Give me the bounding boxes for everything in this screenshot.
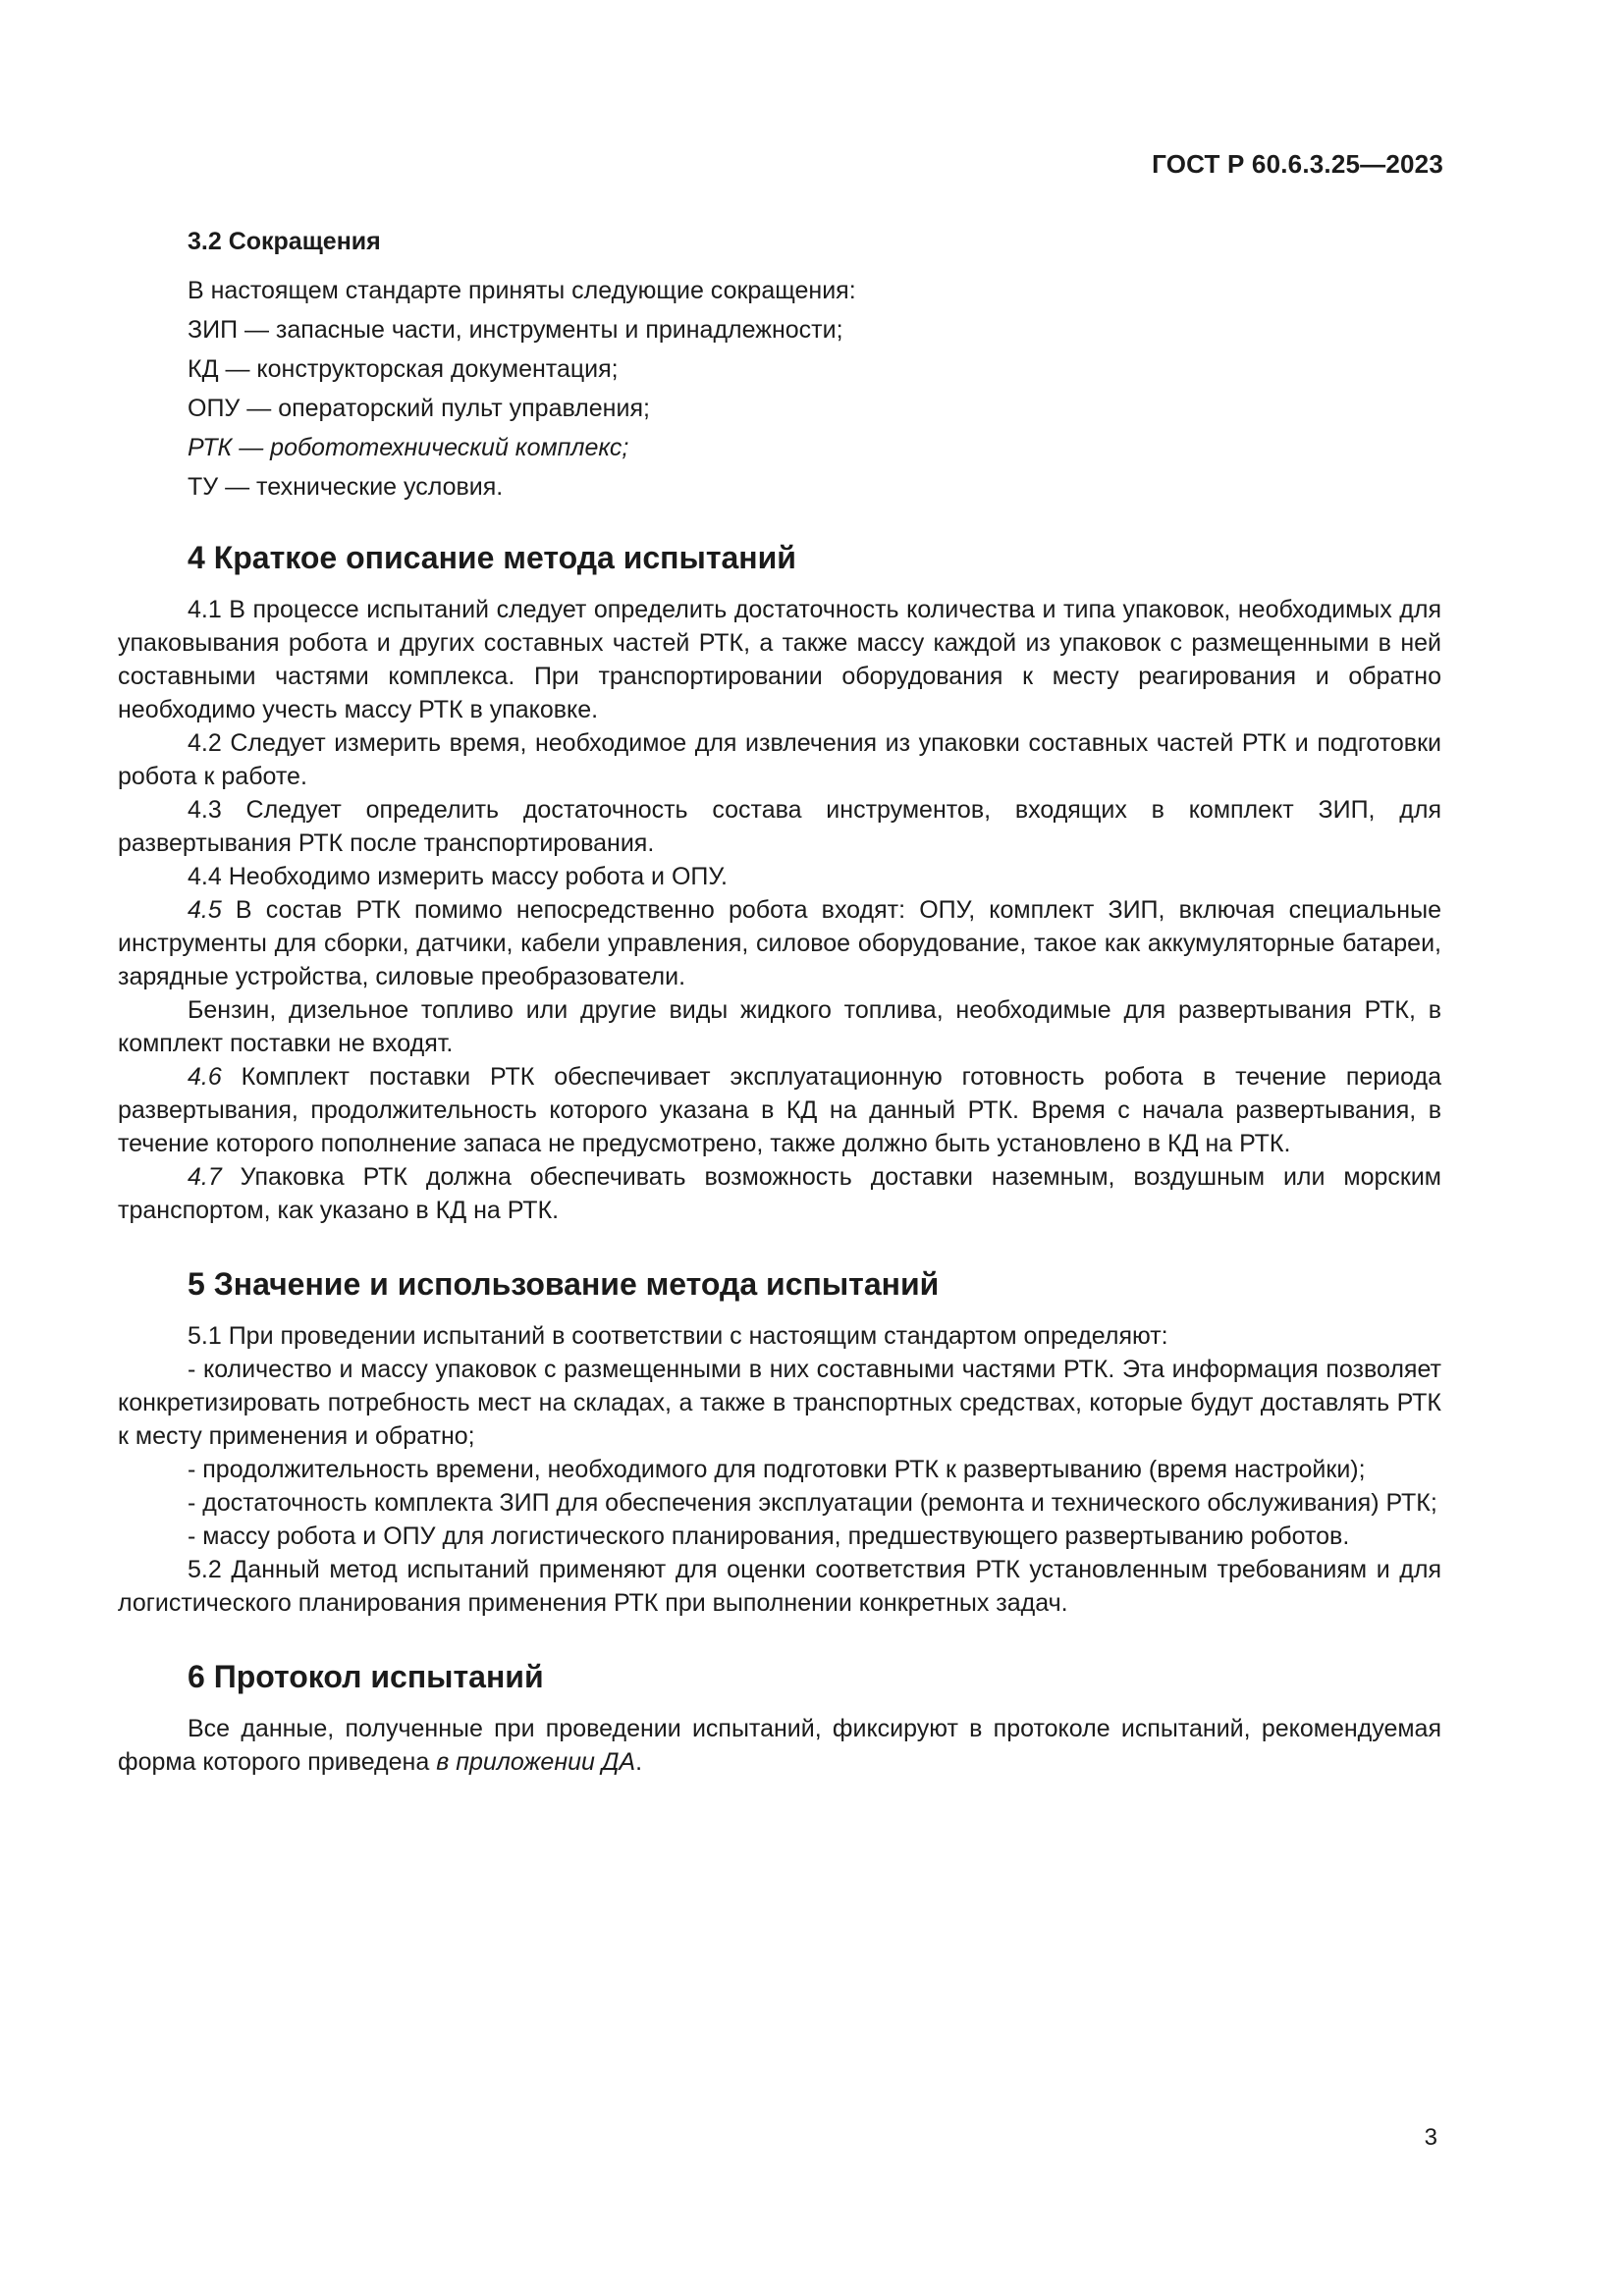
clause-text: В состав РТК помимо непосредственно робота входят: ОПУ, комплект ЗИП, включая специальные инструменты для сборки, датчики, кабели управления, силовое оборудование, такое как аккумуляторные батареи, зарядные устройства, силовые преобразователи. bbox=[118, 896, 1441, 990]
clause-number: 4.6 bbox=[188, 1063, 222, 1091]
section-5-title: 5 Значение и использование метода испытаний bbox=[188, 1266, 940, 1302]
paragraph-text: Все данные, полученные при проведении испытаний, фиксируют в протоколе испытаний, рекомендуемая форма которого приведена bbox=[118, 1715, 1441, 1776]
paragraph-4-6 bbox=[118, 1060, 1441, 1160]
list-item: - массу робота и ОПУ для логистического планирования, предшествующего развертыванию роботов. bbox=[188, 1522, 1350, 1550]
section-4-title: 4 Краткое описание метода испытаний bbox=[188, 540, 796, 575]
annex-reference: в приложении ДА bbox=[436, 1748, 636, 1776]
page-content bbox=[118, 224, 1441, 1779]
abbreviations-intro: В настоящем стандарте приняты следующие сокращения: bbox=[188, 277, 856, 304]
clause-text: Комплект поставки РТК обеспечивает эксплуатационную готовность робота в течение периода развертывания, продолжительность которого указана в КД на данный РТК. Время с начала развертывания, в течение которого пополнение запаса не предусмотрено, также должно быть установлено в КД на РТК. bbox=[118, 1063, 1441, 1157]
clause-number: 4.7 bbox=[188, 1163, 222, 1191]
paragraph-4-5-continued: Бензин, дизельное топливо или другие виды жидкого топлива, необходимые для развертывания РТК, в комплект поставки не входят. bbox=[118, 996, 1441, 1057]
paragraph-4-2: 4.2 Следует измерить время, необходимое для извлечения из упаковки составных частей РТК и подготовки робота к работе. bbox=[118, 729, 1441, 790]
page-number: 3 bbox=[1424, 2124, 1437, 2151]
abbreviation-item: РТК — робототехнический комплекс; bbox=[188, 434, 629, 461]
paragraph-4-5 bbox=[118, 893, 1441, 993]
list-item: - количество и массу упаковок с размещенными в них составными частями РТК. Эта информация позволяет конкретизировать потребность мест на складах, а также в транспортных средствах, которые будут доставлять РТК к месту применения и обратно; bbox=[118, 1356, 1441, 1450]
abbreviation-item: ТУ — технические условия. bbox=[188, 473, 504, 501]
paragraph-6 bbox=[118, 1712, 1441, 1779]
abbreviations-list bbox=[188, 271, 1441, 507]
paragraph-4-3: 4.3 Следует определить достаточность состава инструментов, входящих в комплект ЗИП, для развертывания РТК после транспортирования. bbox=[118, 796, 1441, 857]
clause-text: Упаковка РТК должна обеспечивать возможность доставки наземным, воздушным или морским транспортом, как указано в КД на РТК. bbox=[118, 1163, 1441, 1224]
abbreviation-item: КД — конструкторская документация; bbox=[188, 355, 619, 383]
clause-number: 4.5 bbox=[188, 896, 222, 924]
section-3-2-title: 3.2 Сокращения bbox=[188, 228, 381, 255]
paragraph-4-4: 4.4 Необходимо измерить массу робота и ОПУ. bbox=[188, 863, 728, 890]
section-6-title: 6 Протокол испытаний bbox=[188, 1659, 544, 1694]
paragraph-4-1: 4.1 В процессе испытаний следует определить достаточность количества и типа упаковок, необходимых для упаковывания робота и других составных частей РТК, а также массу каждой из упаковок с размещенными в ней составными частями комплекса. При транспортировании оборудования к месту реагирования и обратно необходимо учесть массу РТК в упаковке. bbox=[118, 596, 1441, 723]
paragraph-5-1: 5.1 При проведении испытаний в соответствии с настоящим стандартом определяют: bbox=[188, 1322, 1168, 1350]
document-code-header: ГОСТ Р 60.6.3.25—2023 bbox=[1152, 149, 1443, 179]
paragraph-5-2: 5.2 Данный метод испытаний применяют для оценки соответствия РТК установленным требованиям и для логистического планирования применения РТК при выполнении конкретных задач. bbox=[118, 1556, 1441, 1617]
abbreviation-item: ОПУ — операторский пульт управления; bbox=[188, 395, 650, 422]
abbreviation-item: ЗИП — запасные части, инструменты и принадлежности; bbox=[188, 316, 843, 344]
paragraph-4-7 bbox=[118, 1160, 1441, 1227]
list-item: - продолжительность времени, необходимого для подготовки РТК к развертыванию (время настройки); bbox=[188, 1456, 1366, 1483]
paragraph-end: . bbox=[635, 1748, 643, 1776]
list-item: - достаточность комплекта ЗИП для обеспечения эксплуатации (ремонта и технического обслуживания) РТК; bbox=[188, 1489, 1437, 1517]
